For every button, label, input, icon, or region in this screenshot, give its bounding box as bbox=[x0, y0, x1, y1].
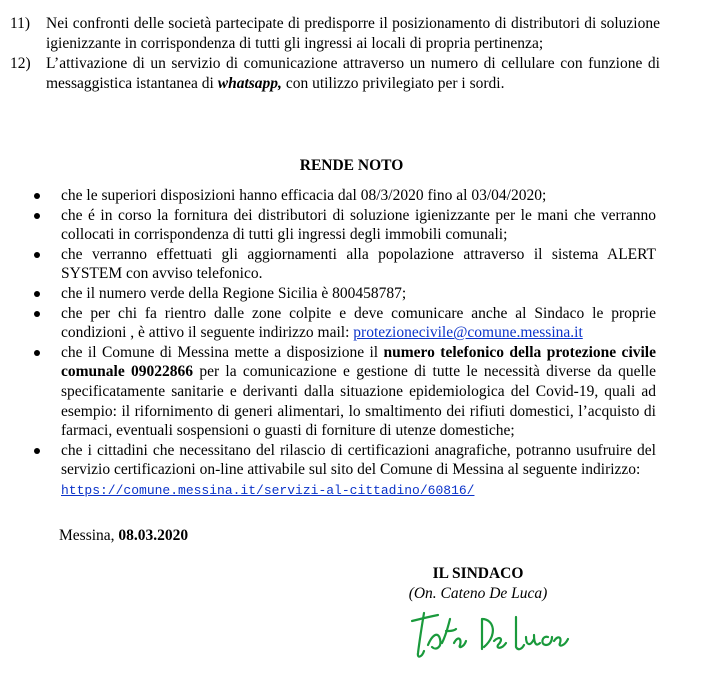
bullet-icon bbox=[34, 291, 40, 297]
bullet-icon bbox=[34, 193, 40, 199]
signatory-title: IL SINDACO bbox=[432, 565, 524, 582]
bullet-item: che verranno effettuati gli aggiornamenti alla popolazione attraverso il sistema ALERT SYSTEM con avviso telefonico. bbox=[34, 245, 656, 284]
bullet-item: che le superiori disposizioni hanno efficacia dal 08/3/2020 fino al 03/04/2020; bbox=[34, 186, 656, 206]
document-date: Messina, 08.03.2020 bbox=[59, 527, 189, 544]
item-text: L’attivazione di un servizio di comunicazione attraverso un numero di cellulare con funzione di messaggistica istantanea di whatsapp, con utilizzo privilegiato per i sordi. bbox=[46, 55, 660, 92]
section-heading: RENDE NOTO bbox=[299, 157, 404, 174]
bullet-icon bbox=[34, 213, 40, 219]
bullet-item: che il numero verde della Regione Sicilia è 800458787; bbox=[34, 284, 656, 304]
item-number: 11) bbox=[10, 15, 31, 32]
bullet-item: che per chi fa rientro dalle zone colpite e deve comunicare anche al Sindaco le proprie condizioni , è attivo il seguente indirizzo mail: protezionecivile@comune.messina.it bbox=[34, 304, 656, 343]
phone-number-bold: numero telefonico della protezione civile comunale 09022866 bbox=[61, 343, 656, 381]
bullet-icon bbox=[34, 448, 40, 454]
handwritten-signature bbox=[410, 605, 570, 665]
bullet-item: che il Comune di Messina mette a disposizione il numero telefonico della protezione civile comunale 09022866 per la comunicazione e gestione di tutte le necessità diverse da quelle specificatamente sanitarie e derivanti dalla situazione epidemiologica del Covid-19, quali ad esempio: il rifornimento di generi alimentari, lo smaltimento dei rifiuti domestici, l’acquisto di farmaci, eventuali sospensioni o guasti di forniture di utenze domestiche; bbox=[34, 343, 656, 441]
whatsapp-emphasis: whatsapp, bbox=[217, 75, 282, 92]
list-item-11 bbox=[10, 14, 660, 54]
email-link[interactable]: protezionecivile@comune.messina.it bbox=[353, 324, 583, 342]
item-text: Nei confronti delle società partecipate di predisporre il posizionamento di distributori di soluzione igienizzante in corrispondenza di tutti gli ingressi ai locali di propria pertinenza; bbox=[46, 15, 660, 52]
list-item-12 bbox=[10, 54, 660, 94]
item-number: 12) bbox=[10, 55, 31, 72]
signature-block bbox=[400, 564, 556, 604]
bullet-icon bbox=[34, 350, 40, 356]
bullet-icon bbox=[34, 311, 40, 317]
bullet-item: che i cittadini che necessitano del rilascio di certificazioni anagrafiche, potranno usufruire del servizio certificazioni on-line attivabile sul sito del Comune di Messina al seguente indirizzo: https://comune.messina.it/servizi-al-cittadino/60816/ bbox=[34, 441, 656, 501]
url-link[interactable]: https://comune.messina.it/servizi-al-cittadino/60816/ bbox=[61, 482, 475, 498]
signatory-name: (On. Cateno De Luca) bbox=[408, 585, 548, 602]
bullet-icon bbox=[34, 252, 40, 258]
bullet-list bbox=[34, 186, 656, 501]
bullet-item: che é in corso la fornitura dei distributori di soluzione igienizzante per le mani che verranno collocati in corrispondenza di tutti gli ingressi degli immobili comunali; bbox=[34, 206, 656, 245]
